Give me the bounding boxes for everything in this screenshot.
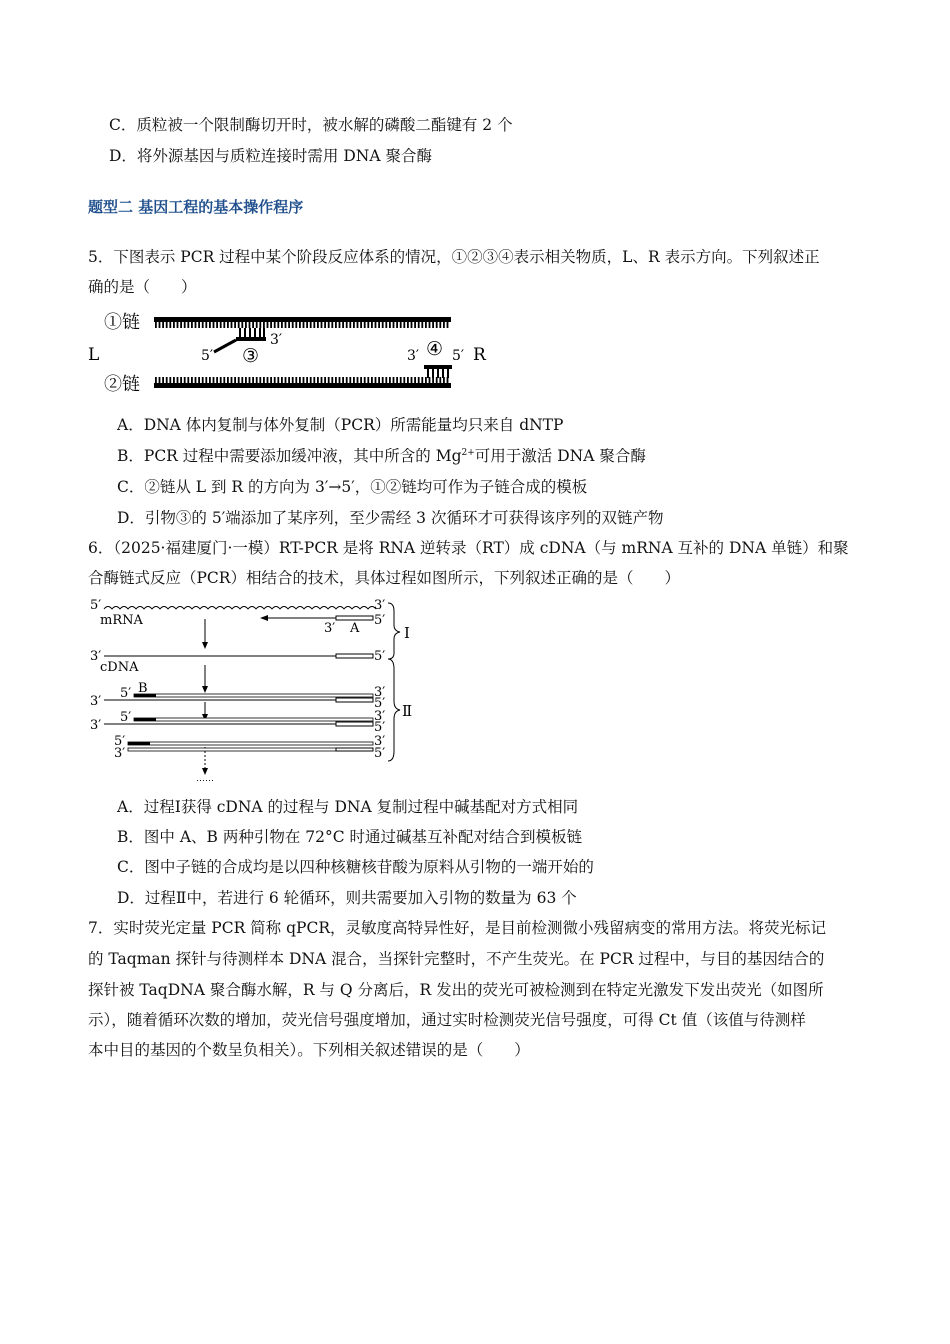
q5-option-a: A．DNA 体内复制与体外复制（PCR）所需能量均只来自 dNTP (117, 416, 564, 434)
pcr3-top-strand (128, 742, 373, 745)
chain2-backbone (154, 383, 451, 388)
primer3-bases (239, 328, 265, 337)
pcr2-3prime-right: 3′ (374, 709, 386, 724)
cdna-primer-a (336, 654, 373, 658)
section-title: 题型二 基因工程的基本操作程序 (88, 198, 304, 216)
pcr3-3prime-left: 3′ (114, 746, 126, 761)
pcr1-5prime-right: 5′ (374, 696, 386, 711)
q6-stem-line1: 6．（2025·福建厦门·一模）RT-PCR 是将 RNA 逆转录（RT）成 cDNA（与 mRNA 互补的 DNA 单链）和聚 (88, 539, 849, 557)
q5-option-b-text: B．PCR 过程中需要添加缓冲液，其中所含的 Mg (117, 447, 462, 465)
pcr2-primer-b (134, 718, 156, 721)
label-5prime-left: 5′ (201, 348, 214, 364)
q6-option-a: A．过程Ⅰ获得 cDNA 的过程与 DNA 复制过程中碱基配对方式相同 (117, 798, 579, 816)
primer-a-5prime: 5′ (374, 613, 386, 628)
chain2-bases (155, 377, 448, 383)
pcr3-5prime-right: 5′ (374, 746, 386, 761)
primer4-bases (427, 369, 449, 378)
q6-rtpcr-figure (88, 597, 423, 782)
label-5prime-right: 5′ (452, 348, 465, 364)
chain1-backbone (154, 317, 451, 322)
process-1-label: Ⅰ (404, 624, 410, 642)
mrna-5prime: 5′ (90, 598, 102, 613)
q5-option-b-text-end: 可用于激活 DNA 聚合酶 (474, 447, 646, 465)
down-arrow-dashed-head (202, 768, 208, 775)
label-chain1: ①链 (104, 312, 140, 333)
pcr2-5prime-left: 5′ (120, 710, 132, 725)
cdna-3prime: 3′ (90, 649, 102, 664)
q7-stem-line2: 的 Taqman 探针与待测样本 DNA 混合，当探针完整时，不产生荧光。在 PCR 过程中，与目的基因结合的 (88, 950, 825, 968)
label-chain2: ②链 (104, 374, 140, 395)
q7-stem-line3: 探针被 TaqDNA 聚合酶水解，R 与 Q 分离后，R 发出的荧光可被检测到在特定光激发下发出荧光（如图所 (88, 981, 824, 999)
pcr2-3prime-left: 3′ (90, 718, 102, 733)
down-arrow-2 (202, 665, 208, 693)
mrna-label: mRNA (100, 613, 143, 628)
pcr2-top-strand (134, 718, 373, 721)
cdna-5prime: 5′ (374, 649, 386, 664)
pcr1-3prime-left: 3′ (90, 694, 102, 709)
q7-stem-line5: 本中目的基因的个数呈负相关）。下列相关叙述错误的是（ ） (88, 1041, 530, 1059)
label-primer4: ④ (426, 338, 444, 360)
brace-process-1 (388, 603, 400, 659)
synthesis-arrow-head (260, 615, 268, 621)
chain1-bases (155, 322, 448, 328)
brace-process-2 (388, 659, 400, 761)
primer4-body (424, 365, 452, 369)
q5-stem-line2: 确的是（ ） (88, 278, 197, 296)
label-L: L (88, 345, 100, 365)
pcr3-3prime-right: 3′ (374, 734, 386, 749)
process-2-label: Ⅱ (402, 702, 413, 720)
pcr1-3prime-right: 3′ (374, 685, 386, 700)
pcr3-primer-b (128, 742, 150, 745)
continuation-dots: ⋯⋯ (196, 776, 214, 782)
q5-option-b (117, 446, 646, 466)
cdna-label: cDNA (100, 660, 139, 675)
pcr3-5prime-left: 5′ (114, 734, 126, 749)
prev-option-c: C．质粒被一个限制酶切开时，被水解的磷酸二酯键有 2 个 (109, 116, 513, 134)
pcr1-primer-a (336, 698, 373, 702)
label-primer3: ③ (242, 345, 260, 367)
q6-option-c: C．图中子链的合成均是以四种核糖核苷酸为原料从引物的一端开始的 (117, 858, 594, 876)
label-R: R (473, 345, 486, 365)
primer-a-label: A (350, 621, 360, 636)
pcr2-5prime-right: 5′ (374, 720, 386, 735)
q7-stem-line4: 示），随着循环次数的增加，荧光信号强度增加，通过实时检测荧光信号强度，可得 Ct 值（该值与待测样 (88, 1011, 806, 1029)
q5-stem-line1: 5．下图表示 PCR 过程中某个阶段反应体系的情况，①②③④表示相关物质，L、R 表示方向。下列叙述正 (88, 248, 820, 266)
mrna-strand (104, 607, 376, 610)
q7-stem-line1: 7．实时荧光定量 PCR 简称 qPCR，灵敏度高特异性好，是目前检测微小残留病变的常用方法。将荧光标记 (88, 919, 826, 937)
mrna-3prime: 3′ (374, 598, 386, 613)
q5-option-d: D．引物③的 5′端添加了某序列，至少需经 3 次循环才可获得该序列的双链产物 (117, 509, 664, 527)
q6-option-b: B．图中 A、B 两种引物在 72°C 时通过碱基互补配对结合到模板链 (117, 828, 583, 846)
q6-option-d: D．过程Ⅱ中，若进行 6 轮循环，则共需要加入引物的数量为 63 个 (117, 889, 577, 907)
label-3prime-top: 3′ (270, 332, 283, 348)
primer-a (336, 616, 373, 620)
label-3prime-right: 3′ (407, 348, 420, 364)
q6-stem-line2: 合酶链式反应（PCR）相结合的技术，具体过程如图所示，下列叙述正确的是（ ） (88, 569, 680, 587)
primer3-body (236, 337, 266, 341)
pcr1-5prime-left: 5′ (120, 686, 132, 701)
prev-option-d: D．将外源基因与质粒连接时需用 DNA 聚合酶 (109, 147, 432, 165)
q5-option-c: C．②链从 L 到 R 的方向为 3′→5′，①②链均可作为子链合成的模板 (117, 478, 588, 496)
pcr2-primer-a (336, 722, 373, 726)
pcr1-top-strand (134, 694, 373, 697)
primer-b-label: B (138, 681, 148, 696)
pcr3-primer-a (336, 748, 373, 751)
q5-pcr-figure (88, 308, 498, 396)
primer3-tail (214, 340, 236, 352)
down-arrow-1 (202, 619, 208, 649)
primer-a-3prime: 3′ (324, 621, 336, 636)
q5-option-b-superscript: 2+ (461, 447, 475, 458)
